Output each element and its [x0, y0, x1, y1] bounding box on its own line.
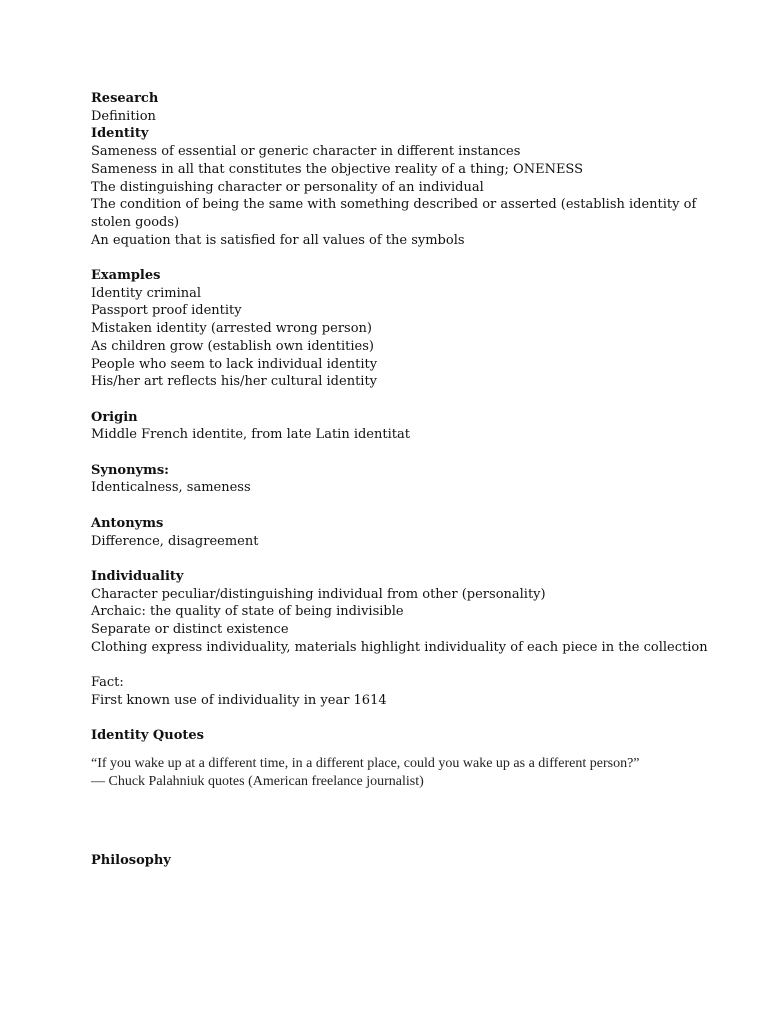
spacer [91, 391, 731, 409]
identity-definition: An equation that is satisfied for all values of the symbols [91, 232, 465, 248]
spacer [91, 444, 731, 462]
spacer [91, 497, 731, 515]
identity-definition: The condition of being the same with something described or asserted (establish identity of stolen goods) [91, 197, 697, 230]
example-item: His/her art reflects his/her cultural identity [91, 374, 378, 390]
fact-text: First known use of individuality in year 1614 [91, 692, 387, 708]
definition-subheading: Definition [91, 108, 156, 124]
example-item: Identity criminal [91, 285, 202, 301]
research-heading: Research [91, 91, 159, 106]
antonyms-heading: Antonyms [91, 515, 164, 531]
individuality-item: Clothing express individuality, materials highlight individuality of each piece in the collection [91, 639, 708, 655]
individuality-item: Character peculiar/distinguishing individual from other (personality) [91, 586, 546, 602]
fact-heading: Fact: [91, 675, 124, 691]
example-item: Mistaken identity (arrested wrong person) [91, 321, 372, 337]
examples-list [91, 285, 731, 391]
identity-quotes-heading: Identity Quotes [91, 728, 204, 744]
examples-heading: Examples [91, 268, 161, 284]
spacer [91, 656, 731, 674]
document-page [91, 90, 731, 870]
example-item: Passport proof identity [91, 303, 242, 319]
identity-definition: The distinguishing character or personality of an individual [91, 179, 484, 195]
identity-definitions [91, 143, 731, 249]
identity-definition: Sameness of essential or generic character in different instances [91, 144, 521, 160]
individuality-list [91, 586, 731, 657]
spacer [91, 550, 731, 568]
example-item: As children grow (establish own identities) [91, 338, 374, 354]
example-item: People who seem to lack individual identity [91, 356, 378, 372]
identity-definition: Sameness in all that constitutes the objective reality of a thing; ONENESS [91, 161, 584, 177]
identity-heading: Identity [91, 126, 149, 142]
antonyms-text: Difference, disagreement [91, 533, 259, 549]
philosophy-heading: Philosophy [91, 852, 171, 868]
individuality-item: Separate or distinct existence [91, 622, 289, 638]
quote-text: “If you wake up at a different time, in a different place, could you wake up as a different person?” ― Chuck Palahniuk quotes (American freelance journalist) [91, 755, 640, 789]
individuality-heading: Individuality [91, 568, 184, 584]
spacer [91, 249, 731, 267]
individuality-item: Archaic: the quality of state of being indivisible [91, 604, 404, 620]
origin-heading: Origin [91, 409, 138, 425]
origin-text: Middle French identite, from late Latin identitat [91, 427, 410, 443]
spacer [91, 710, 731, 728]
synonyms-heading: Synonyms: [91, 462, 169, 478]
synonyms-text: Identicalness, sameness [91, 480, 251, 496]
spacer [91, 791, 731, 852]
